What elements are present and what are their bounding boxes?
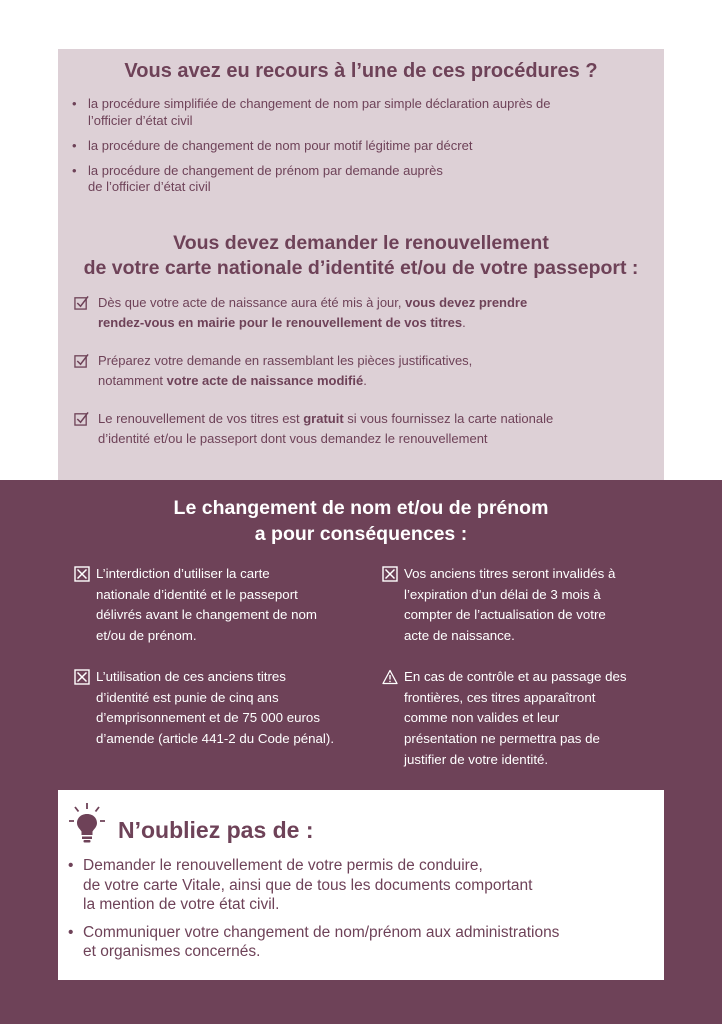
checkbox-check-icon — [74, 411, 89, 426]
list-item: • la procédure de changement de prénom par demande auprès de l’officier d’état civil — [72, 162, 443, 194]
checklist-item: Le renouvellement de vos titres est gratuit si vous fournissez la carte nationale d’identité et/ou le passeport dont vous demandez le renouvellement — [74, 409, 634, 449]
list-item: • Demander le renouvellement de votre permis de conduire, de votre carte Vitale, ainsi que de tous les documents comportant la mention de votre état civil. — [68, 857, 533, 913]
renewal-title: Vous devez demander le renouvellement de votre carte nationale d’identité et/ou de votre passeport : — [83, 232, 639, 279]
consequence-item: En cas de contrôle et au passage des frontières, ces titres apparaîtront comme non valides et leur présentation ne permettra pas de justifier de votre identité. — [382, 667, 672, 771]
procedures-title: Vous avez eu recours à l’une de ces procédures ? — [124, 60, 598, 82]
list-item: • la procédure simplifiée de changement de nom par simple déclaration auprès de l’officier d’état civil — [72, 96, 551, 128]
reminder-list — [68, 856, 658, 970]
checkbox-check-icon — [74, 295, 89, 310]
procedures-list — [72, 96, 632, 204]
checkbox-check-icon — [74, 353, 89, 368]
x-box-icon — [74, 566, 90, 582]
lightbulb-icon — [66, 800, 108, 846]
warning-icon — [382, 669, 398, 685]
list-item: • la procédure de changement de nom pour motif légitime par décret — [72, 137, 473, 153]
checklist-item: Préparez votre demande en rassemblant les pièces justificatives, notamment votre acte de naissance modifié. — [74, 351, 634, 391]
consequence-item: L’interdiction d’utiliser la carte nationale d’identité et le passeport délivrés avant le changement de nom et/ou de prénom. — [74, 564, 364, 647]
consequences-title: Le changement de nom et/ou de prénom a pour conséquences : — [173, 497, 549, 545]
x-box-icon — [382, 566, 398, 582]
consequence-item: Vos anciens titres seront invalidés à l’expiration d’un délai de 3 mois à compter de l’actualisation de votre acte de naissance. — [382, 564, 672, 647]
checklist-item: Dès que votre acte de naissance aura été mis à jour, vous devez prendre rendez-vous en mairie pour le renouvellement de vos titres. — [74, 293, 634, 333]
consequence-item: L’utilisation de ces anciens titres d’identité est punie de cinq ans d’emprisonnement et de 75 000 euros d’amende (article 441-2 du Code pénal). — [74, 667, 364, 750]
renewal-checklist — [74, 293, 634, 467]
x-box-icon — [74, 669, 90, 685]
reminder-title: N’oubliez pas de : — [118, 817, 314, 843]
procedures-panel — [58, 49, 664, 480]
reminder-panel — [58, 790, 664, 980]
list-item: • Communiquer votre changement de nom/prénom aux administrations et organismes concernés. — [68, 923, 560, 960]
